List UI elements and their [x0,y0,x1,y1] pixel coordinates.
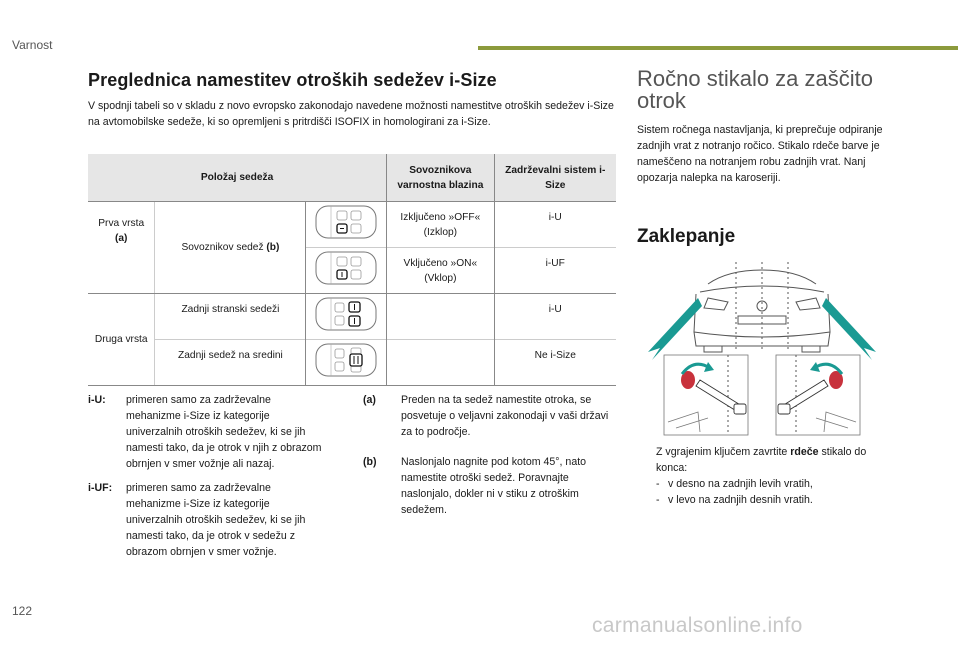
section-title-locking: Zaklepanje [637,226,736,247]
car-seat-diagram [311,294,381,334]
sub-text: v desno na zadnjih levih vratih, [668,478,813,490]
bullet-icon [638,444,656,476]
dash-icon: - [656,494,660,506]
header-position: Položaj sedeža [88,154,387,202]
airbag-empty-side [387,294,494,340]
value-rear-center: Ne i-Size [494,340,616,386]
car-rear-doors-illustration [638,262,886,437]
passenger-seat-cell [155,202,306,294]
seat-diagram-rear-side [306,294,387,340]
row-label-first-text: Prva vrsta [98,218,145,229]
table-row [88,340,616,386]
step-bold: rdeče [790,446,819,458]
car-seat-diagram [311,248,381,288]
step-pre: Z vgrajenim ključem zavrtite [656,446,791,458]
airbag-off-cell: Izključeno »OFF« (Izklop) [387,202,494,248]
value-airbag-on: i-UF [494,248,616,294]
dash-icon: - [656,478,660,490]
header-airbag: Sovoznikova varnostna blazina [387,154,494,202]
passenger-seat-ref: (b) [266,242,280,253]
header-system: Zadrževalni sistem i-Size [494,154,616,202]
note-term: i-U: [88,394,106,406]
note-text: primeren samo za zadrževalne mehanizme i-Size iz kategorije univerzalnih otroških sedežev, ki se jih namesti tako, da je otrok v njih z obrazom obrnjen v smer vožnje ali nazaj. [126,394,322,470]
note-term: i-UF: [88,482,113,494]
seat-diagram-front-off [306,202,387,248]
step-post: stikalo do konca: [656,446,867,474]
section-title-child-lock: Ročno stikalo za zaščito otrok [637,66,873,113]
ref-term: (b) [363,456,377,468]
notes-list [88,392,324,560]
ref-item [363,392,619,440]
sub-item [638,492,888,508]
page-number: 122 [12,604,33,618]
rear-center-seat-label: Zadnji sedež na sredini [155,340,306,386]
locking-steps [638,444,888,508]
row-label-first-ref: (a) [114,233,128,244]
airbag-empty-center [387,340,494,386]
table-row [88,202,616,248]
table-row [88,294,616,340]
ref-text: Naslonjalo nagnite pod kotom 45°, nato namestite otroški sedež. Poravnajte naslonjalo, dokler ni v stiku z otroškim sedežem. [401,456,587,516]
intro-paragraph: V spodnji tabeli so v skladu z novo evropsko zakonodajo navedene možnosti namestitve otroških sedežev i-Size na avtomobilske sedeže, ki so opremljeni s pritrdišči ISOFIX in homologirani za i-Size. [88,100,614,128]
isize-table [88,154,616,386]
accent-bar [478,46,958,50]
passenger-seat-label: Sovoznikov sedež [181,242,267,253]
ref-text: Preden na ta sedež namestite otroka, se posvetuje o veljavni zakonodaji v vaši državi za to področje. [401,394,609,438]
ref-term: (a) [363,394,376,406]
step-text [656,444,888,476]
note-text: primeren samo za zadrževalne mehanizme i-Size iz kategorije univerzalnih otroških sedežev, ki se jih namesti tako, da je otrok v sedežu z obrazom obrnjen v smer vožnje. [126,482,306,558]
sub-text: v levo na zadnjih desnih vratih. [668,494,813,506]
step-item [638,444,888,476]
car-seat-diagram [311,202,381,242]
car-seat-diagram [311,340,381,380]
value-airbag-off: i-U [494,202,616,248]
page-title: Preglednica namestitev otroških sedežev i-Size [88,70,497,90]
watermark: carmanualsonline.info [592,614,803,637]
child-lock-illustration [638,262,886,437]
rear-side-seats-label: Zadnji stranski sedeži [155,294,306,340]
seat-diagram-front-on [306,248,387,294]
note-item [88,392,324,472]
value-rear-side: i-U [494,294,616,340]
table-header-row [88,154,616,202]
section-label: Varnost [12,38,53,52]
row-label-second: Druga vrsta [88,294,155,386]
child-lock-description: Sistem ročnega nastavljanja, ki preprečuje odpiranje zadnjih vrat z notranjo ročico. Stikalo rdeče barve je nameščeno na notranjem robu zadnjih vrat. Nanj opozarja nalepka na karoseriji. [637,124,883,184]
ref-item [363,454,619,518]
airbag-on-cell: Vključeno »ON« (Vklop) [387,248,494,294]
note-item [88,480,324,560]
sub-item [638,476,888,492]
refs-list [363,392,619,518]
seat-diagram-rear-center [306,340,387,386]
row-label-first [88,202,155,294]
